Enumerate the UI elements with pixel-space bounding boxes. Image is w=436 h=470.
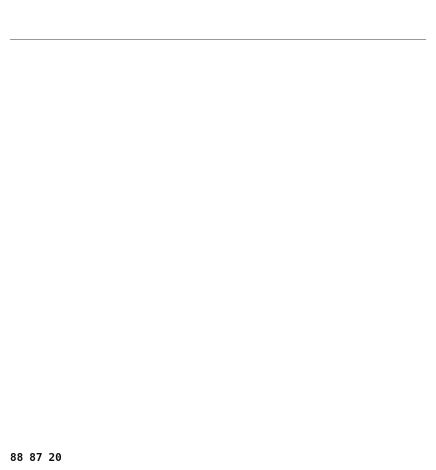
body-line (10, 276, 426, 295)
body-line (10, 124, 426, 143)
article-body (10, 48, 426, 447)
body-line (10, 257, 426, 276)
body-line (10, 162, 426, 181)
body-line (10, 143, 426, 162)
body-line (10, 219, 426, 238)
article-figure: 88 (10, 451, 24, 464)
article-figures (10, 451, 62, 464)
article-figure: 20 (48, 451, 62, 464)
body-line (10, 86, 426, 105)
body-line (10, 409, 426, 428)
article-figure: 87 (29, 451, 43, 464)
body-line (10, 200, 426, 219)
body-line (10, 48, 426, 67)
body-line (10, 428, 426, 447)
body-line (10, 67, 426, 86)
headline (10, 10, 426, 40)
body-line (10, 352, 426, 371)
body-line (10, 333, 426, 352)
body-line (10, 390, 426, 409)
body-line (10, 238, 426, 257)
body-line (10, 371, 426, 390)
body-line (10, 295, 426, 314)
body-line (10, 314, 426, 333)
body-line (10, 181, 426, 200)
body-line (10, 105, 426, 124)
